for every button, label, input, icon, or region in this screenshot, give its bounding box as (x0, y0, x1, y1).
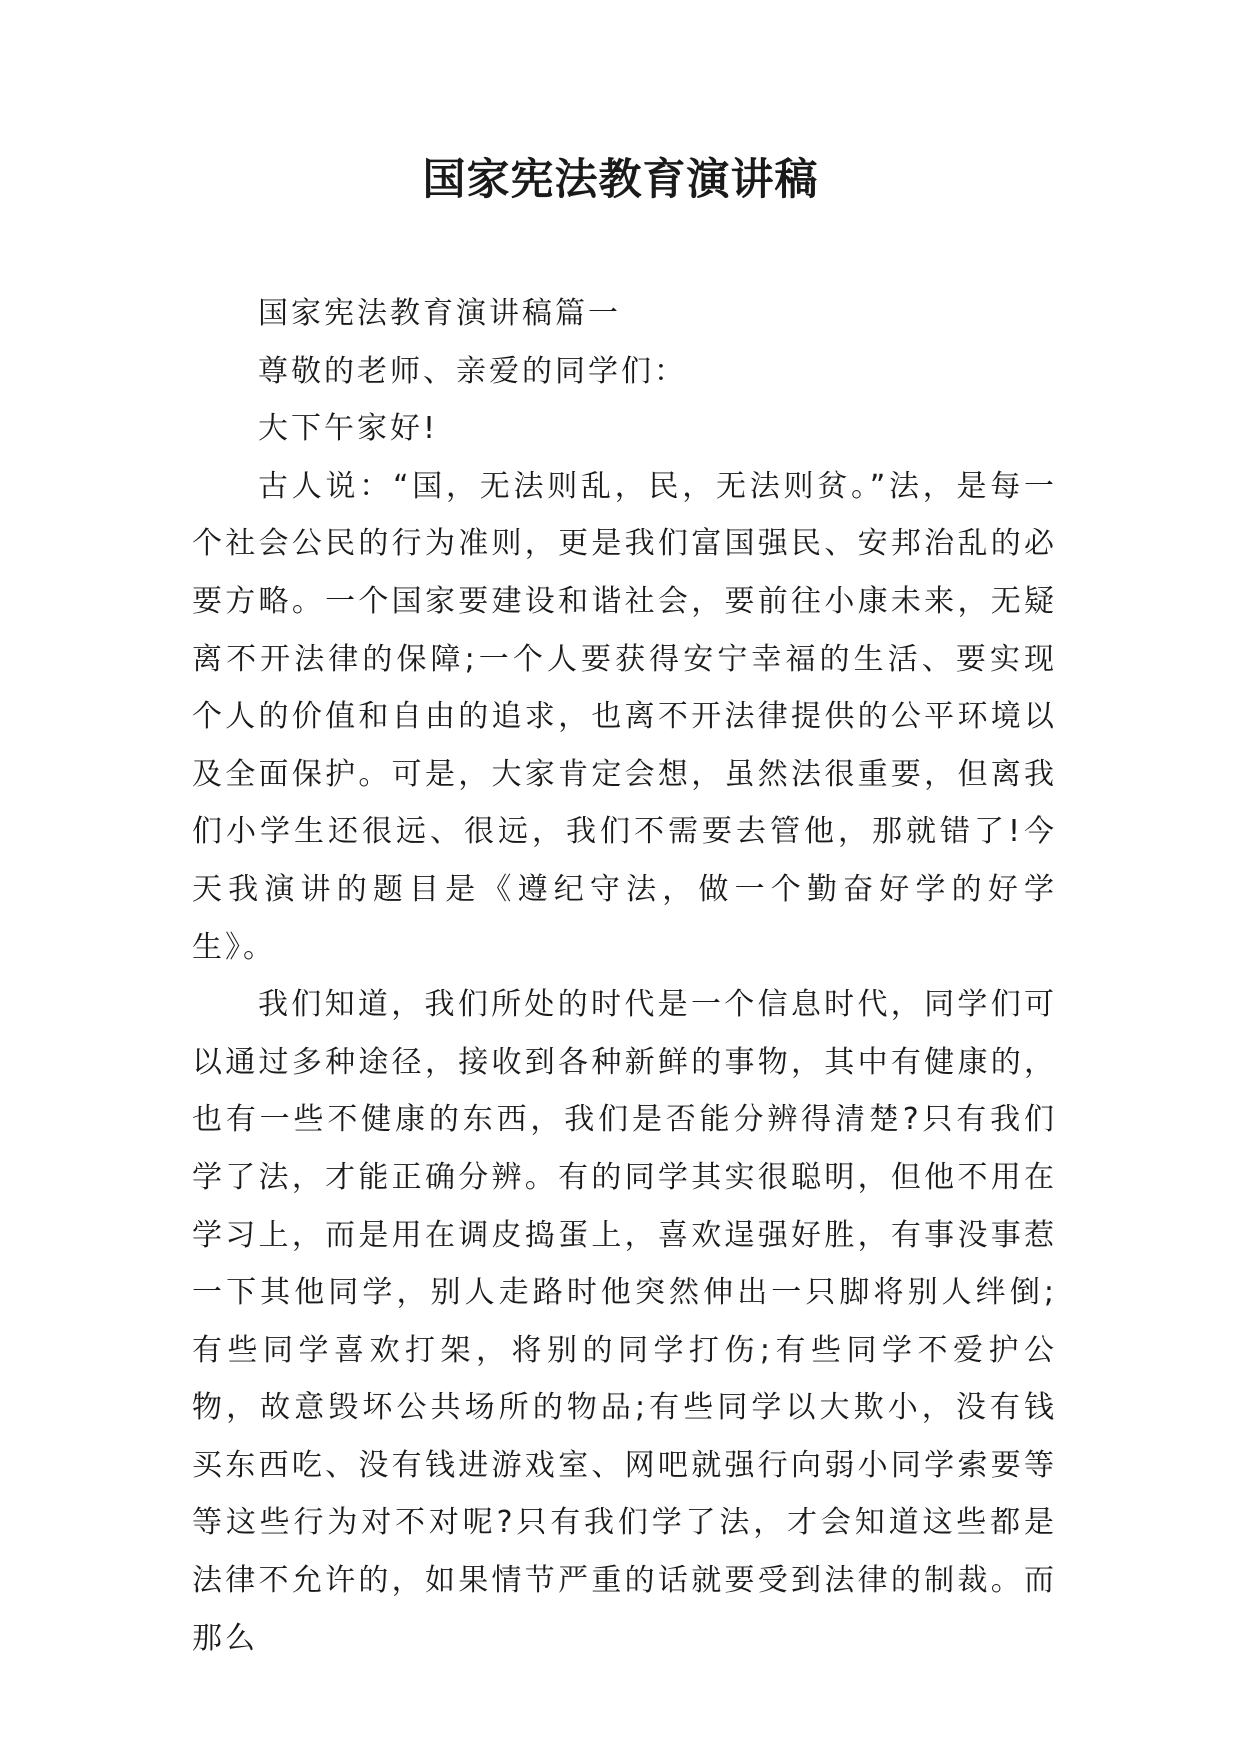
body-paragraph: 古人说：“国，无法则乱，民，无法则贫。”法，是每一个社会公民的行为准则，更是我们富国强民、安邦治乱的必要方略。一个国家要建设和谐社会，要前往小康未来，无疑离不开法律的保障;一个人要获得安宁幸福的生活、要实现个人的价值和自由的追求，也离不开法律提供的公平环境以及全面保护。可是，大家肯定会想，虽然法很重要，但离我们小学生还很远、很远，我们不需要去管他，那就错了!今天我演讲的题目是《遵纪守法，做一个勤奋好学的好学生》。 (192, 468, 1057, 965)
salutation: 尊敬的老师、亲爱的同学们： (258, 353, 687, 389)
body-paragraph: 我们知道，我们所处的时代是一个信息时代，同学们可以通过多种途径，接收到各种新鲜的事物，其中有健康的，也有一些不健康的东西，我们是否能分辨得清楚?只有我们学了法，才能正确分辨。有的同学其实很聪明，但他不用在学习上，而是用在调皮捣蛋上，喜欢逞强好胜，有事没事惹一下其他同学，别人走路时他突然伸出一只脚将别人绊倒;有些同学喜欢打架，将别的同学打伤;有些同学不爱护公物，故意毁坏公共场所的物品;有些同学以大欺小，没有钱买东西吃、没有钱进游戏室、网吧就强行向弱小同学索要等等这些行为对不对呢?只有我们学了法，才会知道这些都是法律不允许的，如果情节严重的话就要受到法律的制裁。而那么 (192, 987, 1057, 1656)
section-heading: 国家宪法教育演讲稿篇一 (258, 296, 621, 331)
document-body (192, 285, 1057, 1667)
document-title: 国家宪法教育演讲稿 (422, 155, 819, 205)
greeting: 大下午家好! (258, 411, 439, 447)
